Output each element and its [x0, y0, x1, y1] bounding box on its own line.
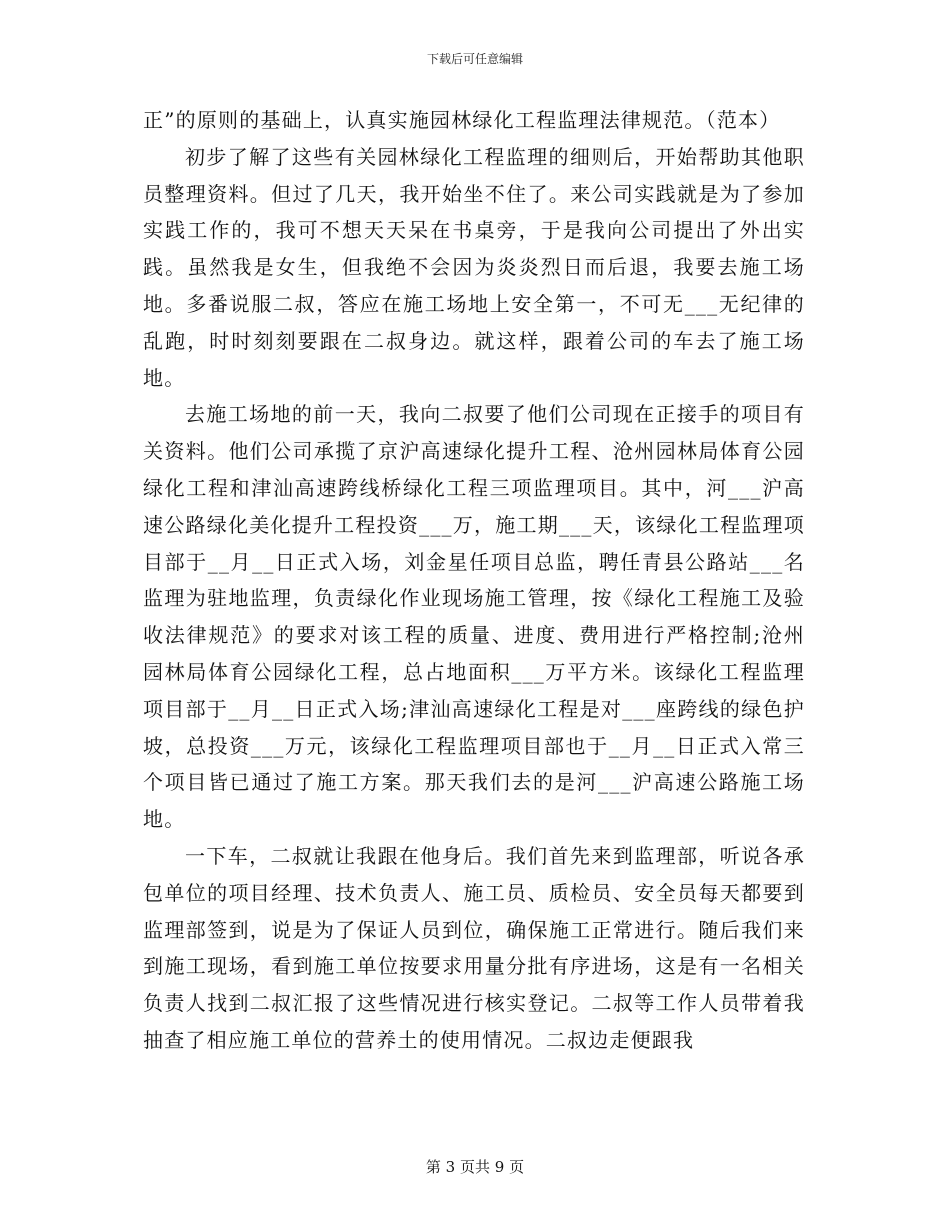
- paragraph-3: 去施工场地的前一天，我向二叔要了他们公司现在正接手的项目有关资料。他们公司承揽了京沪高速绿化提升工程、沧州园林局体育公园绿化工程和津汕高速跨线桥绿化工程三项监理项目。其中，河___沪高速公路绿化美化提升工程投资___万，施工期___天，该绿化工程监理项目部于__月__日正式入场，刘金星任项目总监，聘任青县公路站___名监理为驻地监理，负责绿化作业现场施工管理，按《绿化工程施工及验收法律规范》的要求对该工程的质量、进度、费用进行严格控制;沧州园林局体育公园绿化工程，总占地面积___万平方米。该绿化工程监理项目部于__月__日正式入场;津汕高速绿化工程是对___座跨线的绿色护坡，总投资___万元，该绿化工程监理项目部也于__月__日正式入常三个项目皆已通过了施工方案。那天我们去的是河___沪高速公路施工场地。: [143, 402, 805, 832]
- body-text: [143, 102, 805, 1059]
- page-header: 下载后可任意编辑: [426, 52, 523, 66]
- paragraph-2: 初步了解了这些有关园林绿化工程监理的细则后，开始帮助其他职员整理资料。但过了几天，我开始坐不住了。来公司实践就是为了参加实践工作的，我可不想天天呆在书桌旁，于是我向公司提出了外出实践。虽然我是女生，但我绝不会因为炎炎烈日而后退，我要去施工场地。多番说服二叔，答应在施工场地上安全第一，不可无___无纪律的乱跑，时时刻刻要跟在二叔身边。就这样，跟着公司的车去了施工场地。: [143, 144, 805, 390]
- page-footer: 第 3 页共 9 页: [425, 1158, 525, 1176]
- paragraph-1: 正”的原则的基础上，认真实施园林绿化工程监理法律规范。（范本）: [143, 108, 781, 132]
- paragraph-4: 一下车，二叔就让我跟在他身后。我们首先来到监理部，听说各承包单位的项目经理、技术负责人、施工员、质检员、安全员每天都要到监理部签到，说是为了保证人员到位，确保施工正常进行。随后我们来到施工现场，看到施工单位按要求用量分批有序进场，这是有一名相关负责人找到二叔汇报了这些情况进行核实登记。二叔等工作人员带着我抽查了相应施工单位的营养土的使用情况。二叔边走便跟我: [143, 843, 805, 1052]
